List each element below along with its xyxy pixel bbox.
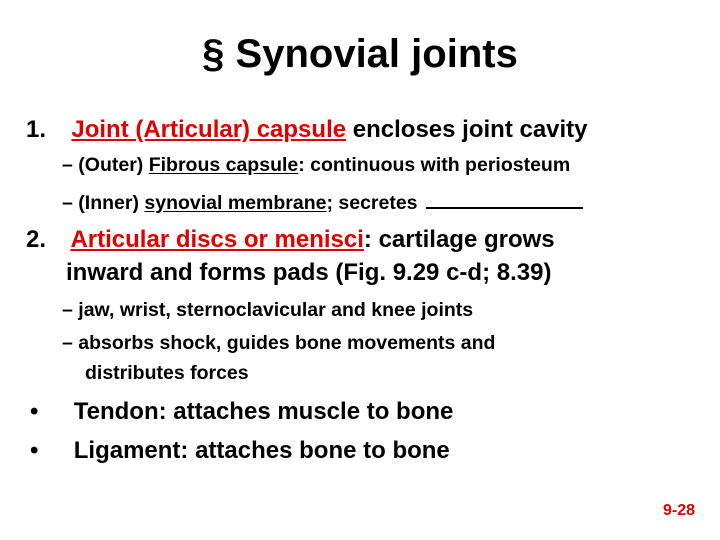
dash-marker: –: [62, 299, 73, 321]
item1-sub1: [62, 154, 570, 177]
item1-term: Joint (Articular) capsule: [71, 116, 347, 143]
item2-marker: 2.: [26, 226, 47, 253]
item1-sub2: [62, 189, 583, 215]
bullet-item: [30, 398, 453, 426]
bullet-text: Tendon: attaches muscle to bone: [73, 398, 454, 425]
item2-line2: inward and forms pads (Fig. 9.29 c-d; 8.39): [66, 259, 552, 286]
item1-sub1-term: Fibrous capsule: [148, 154, 299, 176]
item1-marker: 1.: [26, 116, 47, 143]
item2-sub1-text: jaw, wrist, sternoclavicular and knee joints: [78, 299, 474, 321]
item1-sub1-rest: : continuous with periosteum: [298, 154, 571, 176]
item1-sub2-rest: ; secretes: [326, 192, 418, 214]
item2-line: [26, 226, 555, 254]
item1-line: [26, 116, 588, 144]
item2-sub2: [62, 332, 495, 355]
item1-sub2-term: synovial membrane: [144, 192, 327, 214]
item2-sub1: [62, 299, 473, 322]
bullet-marker: •: [30, 437, 39, 464]
item2-rest: : cartilage grows: [363, 226, 555, 253]
dash-marker: –: [62, 192, 73, 214]
item1-sub2-prefix: (Inner): [78, 192, 145, 214]
bullet-text: Ligament: attaches bone to bone: [73, 437, 450, 464]
item1-sub1-prefix: (Outer): [78, 154, 149, 176]
dash-marker: –: [62, 154, 73, 176]
item1-rest: encloses joint cavity: [346, 116, 588, 143]
dash-marker: –: [62, 332, 73, 354]
bullet-marker: •: [30, 398, 39, 425]
fill-in-blank: [426, 189, 583, 209]
item2-sub2-text: absorbs shock, guides bone movements and: [78, 332, 496, 354]
slide-title: § Synovial joints: [202, 32, 518, 76]
bullet-item: [30, 437, 450, 465]
item2-term: Articular discs or menisci: [70, 226, 364, 253]
item2-sub2-cont: distributes forces: [85, 362, 249, 384]
page-number: 9-28: [662, 502, 695, 519]
